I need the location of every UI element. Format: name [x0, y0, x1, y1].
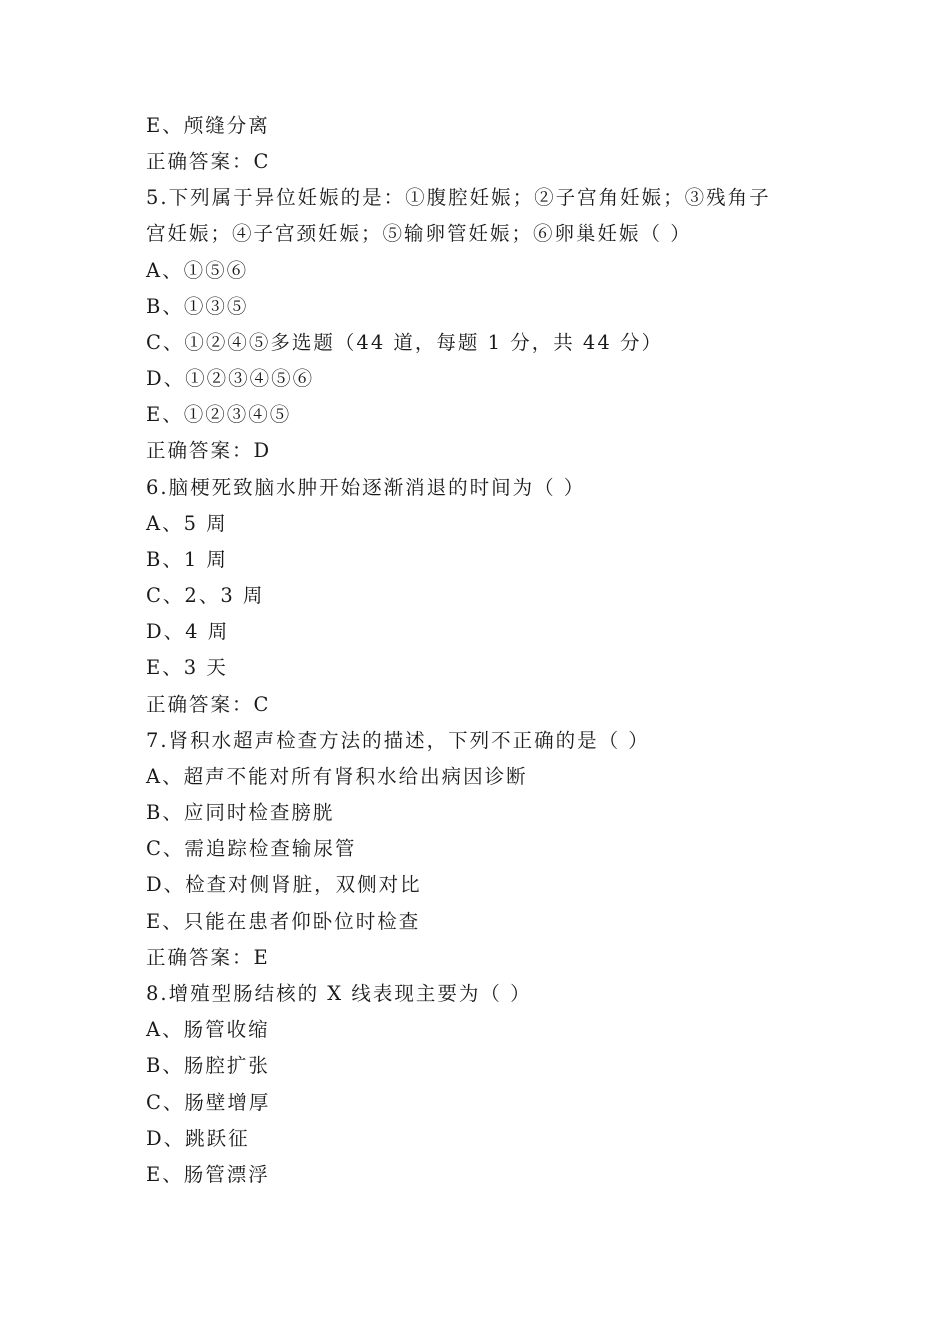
option-a-q8: A、肠管收缩 [146, 1018, 270, 1041]
option-a-q7: A、超声不能对所有肾积水给出病因诊断 [146, 765, 528, 788]
option-e-q8: E、肠管漂浮 [146, 1163, 270, 1186]
question-8-stem: 8.增殖型肠结核的 X 线表现主要为（ ） [146, 982, 532, 1005]
answer-q4: 正确答案：C [146, 150, 271, 173]
answer-q6: 正确答案：C [146, 693, 271, 716]
option-d-q5: D、①②③④⑤⑥ [146, 367, 315, 390]
answer-q5: 正确答案：D [146, 439, 272, 462]
option-a-q6: A、5 周 [146, 512, 228, 535]
option-b-q6: B、1 周 [146, 548, 228, 571]
option-b-q7: B、应同时检查膀胱 [146, 801, 335, 824]
answer-q7: 正确答案：E [146, 946, 270, 969]
question-6-stem: 6.脑梗死致脑水肿开始逐渐消退的时间为（ ） [146, 476, 586, 499]
question-5-stem: 5.下列属于异位妊娠的是：①腹腔妊娠；②子宫角妊娠；③残角子 [146, 186, 771, 209]
option-e-q7: E、只能在患者仰卧位时检查 [146, 910, 421, 933]
option-c-q7: C、需追踪检查输尿管 [146, 837, 357, 860]
option-d-q8: D、跳跃征 [146, 1127, 250, 1150]
question-7-stem: 7.肾积水超声检查方法的描述，下列不正确的是（ ） [146, 729, 650, 752]
option-d-q6: D、4 周 [146, 620, 230, 643]
option-a-q5: A、①⑤⑥ [146, 259, 249, 282]
option-b-q8: B、肠腔扩张 [146, 1054, 270, 1077]
option-d-q7: D、检查对侧肾脏，双侧对比 [146, 873, 422, 896]
option-b-q5: B、①③⑤ [146, 295, 249, 318]
option-c-q5: C、①②④⑤多选题（44 道，每题 1 分，共 44 分） [146, 331, 663, 354]
question-5-stem-cont: 宫妊娠；④子宫颈妊娠；⑤输卵管妊娠；⑥卵巢妊娠（ ） [146, 222, 692, 245]
option-c-q6: C、2、3 周 [146, 584, 265, 607]
option-e-q4: E、颅缝分离 [146, 114, 270, 137]
option-e-q5: E、①②③④⑤ [146, 403, 292, 426]
option-c-q8: C、肠壁增厚 [146, 1091, 271, 1114]
option-e-q6: E、3 天 [146, 656, 228, 679]
